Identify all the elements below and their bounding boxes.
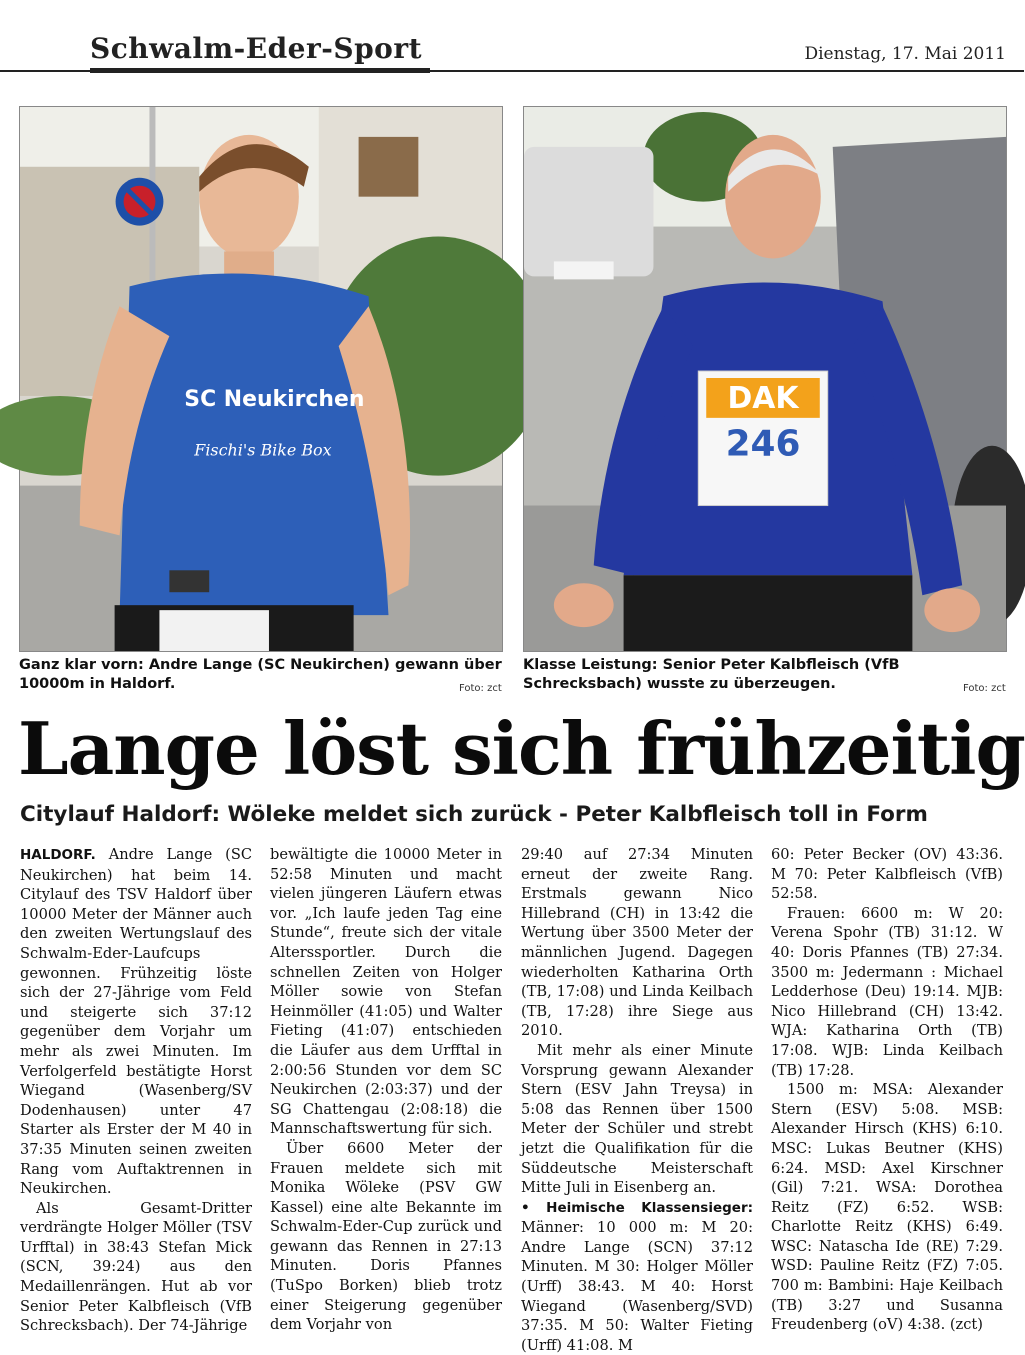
photo-runner-andre-lange xyxy=(19,106,503,652)
runner-photo-illustration xyxy=(20,107,502,651)
photo-caption-right: Klasse Leistung: Senior Peter Kalbfleisch (VfB Schrecksbach) wusste zu überzeugen. xyxy=(523,657,900,692)
column1-paragraph1-text: Andre Lange (SC Neukirchen) hat beim 14. Citylauf des TSV Haldorf über 10000 Meter der Männer auch den zweiten Wertungslauf des Schwalm-Eder-Laufcups gewonnen. Frühzeitig löste sich der 27-Jährige vom Feld und steigerte sich 37:12 gegenüber dem Vorjahr um mehr als zwei Minuten. Im Verfolgerfeld bestätigte Horst Wiegand (Wasenberg/SV Dodenhausen) unter 47 Starter als Erster der M 40 in 37:35 Minuten seinen zweiten Rang vom Auftaktrennen in Neukirchen. xyxy=(20,846,252,1198)
column2-paragraph1: bewältigte die 10000 Meter in 52:58 Minuten und macht vielen jüngeren Läufern etwas vor. „Ich laufe jeden Tag eine Stunde“, freute sich der vitale Alterssportler. Durch die schnellen Zeiten von Holger Möller sowie von Stefan Heinmöller (41:05) und Walter Fieting (41:07) entschieden die Läufer aus dem Urfftal in 2:00:56 Stunden vor dem SC Neukirchen (2:03:37) und der SG Chattengau (2:08:18) die Mannschaftswertung für sich. xyxy=(270,846,502,1138)
column4-paragraph2: Frauen: 6600 m: W 20: Verena Spohr (TB) 31:12. W 40: Doris Pfannes (TB) 27:34. 3500 m: Jedermann : Michael Ledderhose (Deu) 19:14. MJB: Nico Hillebrand (CH) 13:42. WJA: Katharina Orth (TB) 17:08. WJB: Linda Keilbach (TB) 17:28. xyxy=(771,904,1003,1079)
dateline: HALDORF. xyxy=(20,847,96,863)
column3-paragraph1: 29:40 auf 27:34 Minuten erneut der zweite Rang. Erstmals gewann Nico Hillebrand (CH) in 13:42 die Wertung über 3500 Meter der männlichen Jugend. Dagegen wiederholten Katharina Orth (TB, 17:08) und Linda Keilbach (TB, 17:28) ihre Siege aus 2010. xyxy=(521,846,753,1040)
shirt-lettering: SC Neukirchen xyxy=(184,386,365,412)
results-label: • Heimische Klassensieger: xyxy=(521,1199,753,1216)
photo-caption-left: Ganz klar vorn: Andre Lange (SC Neukirchen) gewann über 10000m in Haldorf. xyxy=(19,657,502,692)
bib-number: 246 xyxy=(725,423,801,465)
photo-credit-right: Foto: zct xyxy=(963,683,1006,694)
column1-paragraph1 xyxy=(20,845,252,1199)
photo-runner-peter-kalbfleisch xyxy=(523,106,1007,652)
results-men: Männer: 10 000 m: M 20: Andre Lange (SCN) 37:12 Minuten. M 30: Holger Möller (Urff) 38:43. M 40: Horst Wiegand (Wasenberg/SVD) 37:35. M 50: Walter Fieting (Urff) 41:08. M xyxy=(521,1219,753,1354)
column3-results xyxy=(521,1198,753,1355)
photo-credit-left: Foto: zct xyxy=(459,683,502,694)
column4-paragraph1: 60: Peter Becker (OV) 43:36. M 70: Peter Kalbfleisch (VfB) 52:58. xyxy=(771,846,1003,903)
senior-photo-illustration xyxy=(524,107,1006,651)
issue-date: Dienstag, 17. Mai 2011 xyxy=(804,44,1006,64)
bib-brand: DAK xyxy=(727,380,799,416)
section-title-underline xyxy=(90,68,430,73)
article-column-1 xyxy=(20,845,252,1336)
column4-paragraph3: 1500 m: MSA: Alexander Stern (ESV) 5:08. MSB: Alexander Hirsch (KHS) 6:10. MSC: Lukas Beutner (KHS) 6:24. MSD: Axel Kirschner (Gil) 7:21. WSA: Dorothea Reitz (FZ) 6:52. WSB: Charlotte Reitz (KHS) 6:49. WSC: Natascha Ide (RE) 7:29. WSD: Pauline Reitz (FZ) 7:05. 700 m: Bambini: Haje Keilbach (TB) 3:27 und Susanna Freudenberg (oV) 4:38. (zct) xyxy=(771,1081,1003,1334)
column3-paragraph2: Mit mehr als einer Minute Vorsprung gewann Alexander Stern (ESV Jahn Treysa) in 5:08 das Rennen über 1500 Meter der Schüler und strebt jetzt die Qualifikation für die Süddeutsche Meisterschaft Mitte Juli in Eisenberg an. xyxy=(521,1041,753,1197)
article-column-2 xyxy=(270,845,502,1335)
section-title: Schwalm-Eder-Sport xyxy=(90,32,423,65)
masthead xyxy=(0,0,1024,80)
shirt-sponsor: Fischi's Bike Box xyxy=(194,440,332,460)
article-headline: Lange löst sich frühzeitig xyxy=(18,706,1025,791)
article-subheadline: Citylauf Haldorf: Wöleke meldet sich zurück - Peter Kalbfleisch toll in Form xyxy=(20,802,928,827)
article-column-3 xyxy=(521,845,753,1355)
article-column-4 xyxy=(771,845,1003,1335)
column1-paragraph2: Als Gesamt-Dritter verdrängte Holger Möller (TSV Urfftal) in 38:43 Stefan Mick (SCN, 39:24) aus den Medaillenrängen. Hut ab vor Senior Peter Kalbfleisch (VfB Schrecksbach). Der 74-Jährige xyxy=(20,1199,252,1335)
column2-paragraph2: Über 6600 Meter der Frauen meldete sich mit Monika Wöleke (PSV GW Kassel) eine alte Bekannte im Schwalm-Eder-Cup zurück und gewann das Rennen in 27:13 Minuten. Doris Pfannes (TuSpo Borken) blieb trotz einer Steigerung gegenüber dem Vorjahr von xyxy=(270,1139,502,1334)
